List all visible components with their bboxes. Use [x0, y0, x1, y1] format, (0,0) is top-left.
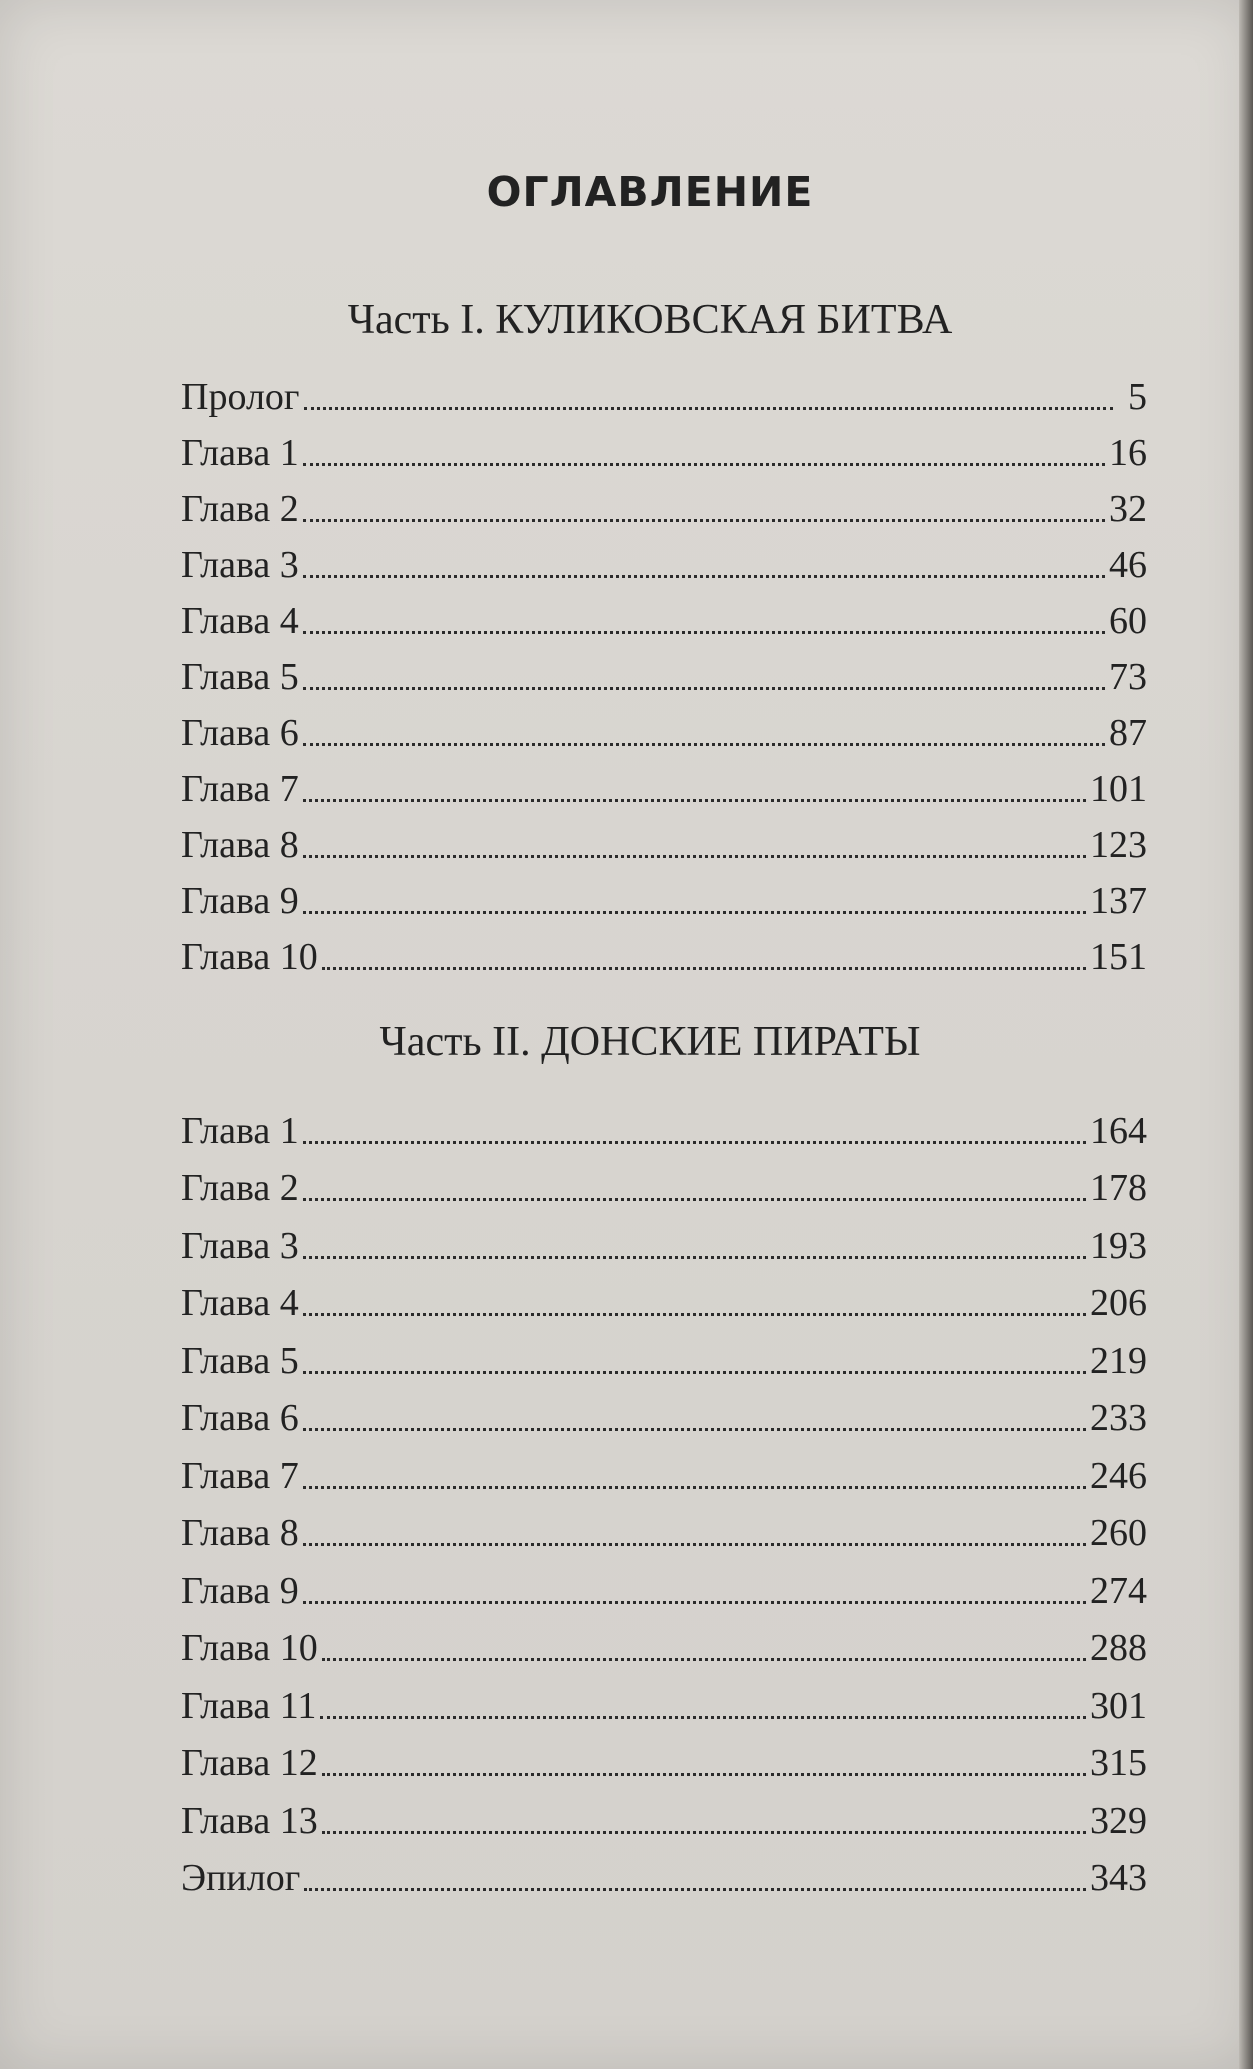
toc-entry: [181, 640, 1147, 696]
toc-entry-label: Глава 2: [181, 488, 299, 530]
toc-entry-page-number: 260: [1090, 1512, 1147, 1554]
toc-entry: [181, 1782, 1147, 1840]
toc-entry-label: Глава 5: [181, 656, 299, 698]
toc-entry-label: Глава 8: [181, 824, 299, 866]
toc-entry: [181, 416, 1147, 472]
toc-entry-page-number: 16: [1109, 432, 1147, 474]
dot-leader: [303, 1600, 1086, 1604]
dot-leader: [322, 1830, 1086, 1834]
toc-entry: [181, 1610, 1147, 1668]
dot-leader: [303, 1542, 1086, 1546]
toc-entry-label: Глава 3: [181, 1224, 299, 1267]
dot-leader: [303, 1370, 1086, 1374]
toc-entry-label: Глава 9: [181, 880, 299, 922]
toc-entry: [181, 1322, 1147, 1380]
toc-entry: [181, 1092, 1147, 1150]
toc-entry-page-number: 329: [1090, 1799, 1147, 1842]
dot-leader: [303, 1312, 1086, 1316]
toc-entry-label: Глава 8: [181, 1512, 299, 1554]
dot-leader: [303, 1140, 1086, 1144]
part-2-title: Часть II. ДОНСКИЕ ПИРАТЫ: [379, 1019, 921, 1065]
toc-entry-page-number: 343: [1090, 1857, 1147, 1899]
toc-entry-label: Глава 5: [181, 1339, 299, 1382]
dot-leader: [322, 966, 1086, 970]
dot-leader: [322, 1772, 1086, 1776]
part-2-toc: [181, 1092, 1147, 1897]
toc-entry: [181, 920, 1147, 976]
toc-entry: [181, 528, 1147, 584]
dot-leader: [303, 630, 1105, 634]
toc-entry: [181, 1725, 1147, 1783]
toc-entry: [181, 752, 1147, 808]
toc-entry-page-number: 32: [1109, 488, 1147, 530]
toc-entry: [181, 1840, 1147, 1898]
toc-entry: [181, 1265, 1147, 1323]
toc-entry-page-number: 219: [1090, 1339, 1147, 1382]
toc-entry-page-number: 233: [1090, 1397, 1147, 1439]
toc-entry: [181, 1437, 1147, 1495]
toc-entry-label: Глава 1: [181, 432, 299, 474]
dot-leader: [303, 686, 1105, 690]
dot-leader: [304, 1887, 1086, 1891]
toc-entry-label: Глава 9: [181, 1569, 299, 1612]
part-1-toc: [181, 360, 1147, 976]
toc-entry: [181, 472, 1147, 528]
toc-entry-label: Глава 2: [181, 1167, 299, 1209]
toc-heading: ОГЛАВЛЕНИЕ: [486, 168, 814, 216]
dot-leader: [303, 1427, 1086, 1431]
toc-entry-label: Глава 7: [181, 1454, 299, 1497]
toc-entry-label: Глава 3: [181, 544, 299, 586]
toc-entry: [181, 1380, 1147, 1438]
dot-leader: [303, 1255, 1086, 1259]
toc-entry: [181, 1552, 1147, 1610]
toc-entry-page-number: 301: [1090, 1684, 1147, 1727]
toc-entry-label: Глава 13: [181, 1799, 318, 1842]
dot-leader: [303, 798, 1086, 802]
toc-entry-page-number: 73: [1109, 656, 1147, 698]
dot-leader: [303, 1485, 1086, 1489]
toc-entry-label: Глава 1: [181, 1109, 299, 1152]
toc-entry-page-number: 315: [1090, 1742, 1147, 1784]
toc-entry: [181, 360, 1147, 416]
toc-entry-label: Глава 11: [181, 1684, 317, 1727]
toc-entry-label: Глава 4: [181, 600, 299, 642]
toc-entry-label: Глава 7: [181, 768, 299, 810]
dot-leader: [304, 406, 1114, 410]
toc-entry-page-number: 178: [1090, 1167, 1147, 1209]
toc-entry-page-number: 46: [1109, 544, 1147, 586]
book-spine-shadow: [1239, 0, 1253, 2069]
toc-entry-label: Глава 6: [181, 1397, 299, 1439]
dot-leader: [303, 742, 1105, 746]
toc-entry: [181, 808, 1147, 864]
toc-entry-label: Глава 10: [181, 936, 318, 978]
toc-entry-label: Глава 6: [181, 712, 299, 754]
toc-entry: [181, 696, 1147, 752]
dot-leader: [320, 1715, 1086, 1719]
toc-entry-label: Глава 12: [181, 1742, 318, 1784]
toc-entry-page-number: 5: [1128, 376, 1147, 418]
toc-entry-page-number: 151: [1090, 936, 1147, 978]
toc-entry: [181, 864, 1147, 920]
toc-entry: [181, 1207, 1147, 1265]
toc-entry-page-number: 101: [1090, 768, 1147, 810]
toc-entry-page-number: 288: [1090, 1627, 1147, 1669]
toc-entry-page-number: 193: [1090, 1224, 1147, 1267]
dot-leader: [303, 462, 1105, 466]
toc-entry-label: Глава 4: [181, 1282, 299, 1324]
toc-entry-page-number: 246: [1090, 1454, 1147, 1497]
toc-entry: [181, 1495, 1147, 1553]
toc-entry: [181, 584, 1147, 640]
part-1-title: Часть I. КУЛИКОВСКАЯ БИТВА: [347, 297, 953, 343]
toc-entry-page-number: 206: [1090, 1282, 1147, 1324]
toc-entry-page-number: 60: [1109, 600, 1147, 642]
toc-entry-page-number: 137: [1090, 880, 1147, 922]
toc-entry-page-number: 87: [1109, 712, 1147, 754]
dot-leader: [303, 1197, 1086, 1201]
toc-entry-page-number: 123: [1090, 824, 1147, 866]
toc-entry-label: Эпилог: [181, 1857, 301, 1899]
toc-entry-page-number: 274: [1090, 1569, 1147, 1612]
toc-entry-label: Пролог: [181, 376, 300, 418]
dot-leader: [303, 854, 1086, 858]
dot-leader: [303, 518, 1105, 522]
toc-entry: [181, 1667, 1147, 1725]
dot-leader: [303, 910, 1086, 914]
toc-entry-label: Глава 10: [181, 1627, 318, 1669]
toc-entry-page-number: 164: [1090, 1109, 1147, 1152]
toc-entry: [181, 1150, 1147, 1208]
dot-leader: [322, 1657, 1086, 1661]
dot-leader: [303, 574, 1105, 578]
